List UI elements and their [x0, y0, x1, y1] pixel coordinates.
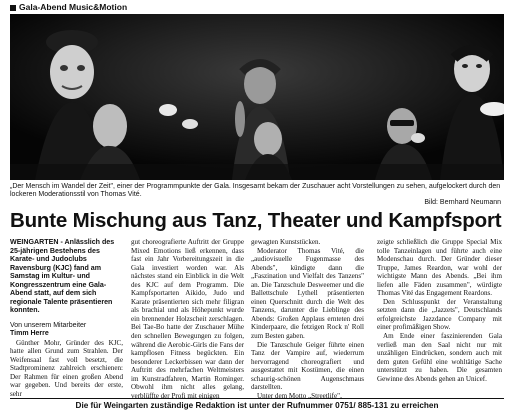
stage-photo-image — [10, 14, 504, 180]
stage-photo — [10, 14, 504, 180]
lead-paragraph: WEINGARTEN - Anlässlich des 25-jährigen Bestehens des Karate- und Judoclubs Ravensburg (KJC) fand am Samstag im Kultur- und Kongresszentrum eine Gala-Abend statt, auf dem sich regionale Talente präsentieren konnten. — [10, 238, 115, 314]
body-paragraph: Unter dem Motto „Streetlife", — [257, 391, 342, 400]
body-paragraph: gut choreografierte Auftritt der Gruppe Mixed Emotions ließ erkennen, dass fast ein Jahr Vorbereitungszeit in die Gala investiert worden war. Als nächstes stand ein Einblick in die Welt des KJC auf dem Programm. Die Kampfsportarten Aikido, Judo und Karate präsentierten sich mehr filigran als brachial und als Höhepunkt wurde ein brennender Holzscheit zerschlagen. Bei Tae-Bo hatte der Zuschauer Mühe den schnellen Bewegungen zu folgen, während die Aerobic-Girls die Fans der kampflosen Fitness begückten. Ein besonderer Leckerbissen war dann der Auftritt des mehrfachen Weltmeisters im Kunstradfahren, Martin Rominger. Obwohl ihm nicht alles gelang, verblüffte der Profi mit einigen — [131, 238, 244, 400]
column-2 — [131, 238, 244, 400]
column-4 — [377, 238, 502, 383]
body-paragraph: Moderator Thomas Vité, die „audiovisuelle Fugenmasse des Abends", kündigte dann die „Faszination und Vielfalt des Tanzens" an. Die Tanzschule Desweemer und die Ballettschule Lythell präsentierten einen Querschnitt durch die Welt des Tanzens, darunter die Lieblinge des Abends: Großen Applaus ernteten drei Kinderpaare, die fetzigen Rock n' Roll zum Besten gaben. — [251, 246, 364, 341]
column-3 — [251, 238, 364, 400]
body-paragraph: Den Schlusspunkt der Veranstaltung setzten dann die „Jazzets", Deutschlands erfolgreichste Jazzdance Company mit einer profimäßigen Show. — [377, 297, 502, 332]
body-paragraph: gewagten Kunststücken. — [251, 238, 321, 246]
author-name: Timm Herre — [10, 330, 49, 337]
headline: Bunte Mischung aus Tanz, Theater und Kampfsport — [10, 209, 502, 232]
photo-credit: Bild: Bernhard Neumann — [424, 199, 501, 206]
section-label: Gala-Abend Music&Motion — [10, 2, 127, 12]
body-paragraph: Die Tanzschule Geiger führte einen Tanz der Vampire auf, wiederrum hervorragend choreografiert und ausgestattet mit Kostümen, die einen schaurig-schönen Augenschmaus darstellten. — [251, 340, 364, 392]
body-paragraph: Günther Mohr, Gründer des KJC, hatte allen Grund zum Strahlen. Der Weifensaal fast voll besetzt, die Stadtprominenz zahlreich erschienen: Der Rahmen für einen großen Abend war gegeben. Und bereits der erste, sehr — [10, 338, 123, 398]
body-paragraph: Am Ende einer faszinierenden Gala verließ man den Saal nicht nur mit unzähligen Eindrücken, sondern auch mit dem guten Gefühl eine wohltätige Sache unterstützt zu haben. Die gesamten Gewinne des Abends gehen an Unicef. — [377, 332, 502, 383]
column-1 — [10, 238, 123, 398]
photo-caption: „Der Mensch im Wandel der Zeit", einer der Programmpunkte der Gala. Insgesamt bekam der Zuschauer acht Vorstellungen zu sehen, aufgelockert durch den lockeren Moderationsstil von Thomas Vité. — [10, 183, 501, 199]
body-paragraph: zeigte schließlich die Gruppe Special Mix tolle Tanzeinlagen und führte auch eine Modenschau durch. Der Gründer dieser Truppe, James Reardon, war wohl der wichtigste Mann des Abends. „Bei ihm liefen alle Fäden zusammen", würdigte Thomas Vité das Engagement Reardons. — [377, 238, 502, 298]
author-line: Von unserem Mitarbeiter — [10, 321, 87, 329]
editorial-contact-footer: Die für Weingarten zuständige Redaktion ist unter der Rufnummer 0751/ 885-131 zu erreichen — [10, 398, 504, 410]
